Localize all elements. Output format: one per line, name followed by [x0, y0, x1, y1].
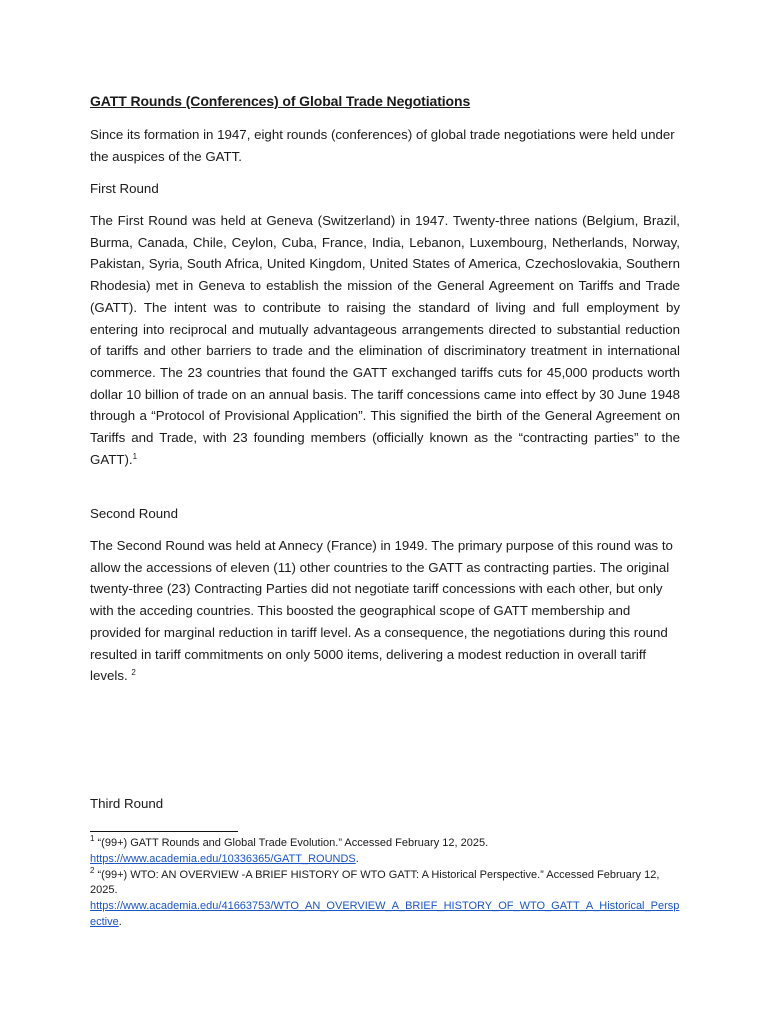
footnote-ref-2[interactable]: 2 — [131, 668, 136, 678]
third-round-heading: Third Round — [90, 796, 164, 811]
footnote-1 — [90, 836, 680, 868]
first-round-heading: First Round — [90, 181, 159, 196]
footnotes — [90, 836, 680, 931]
footnote-text: “(99+) WTO: AN OVERVIEW -A BRIEF HISTORY OF WTO GATT: A Historical Perspective.” Accessed February 12, 2025. — [90, 868, 660, 897]
footnote-number: 1 — [90, 834, 95, 843]
footnote-number: 2 — [90, 865, 95, 875]
first-round-text: The First Round was held at Geneva (Switzerland) in 1947. Twenty-three nations (Belgium, Brazil, Burma, Canada, Chile, Ceylon, Cuba, France, India, Lebanon, Luxembourg, Netherlands, Norway, Pakistan, Syria, South Africa, United Kingdom, United States of America, Czechoslovakia, Southern Rhodesia) met in Geneva to establish the mission of the General Agreement on Tariffs and Trade (GATT). The intent was to contribute to raising the standard of living and full employment by entering into reciprocal and mutually advantageous arrangements directed to substantial reduction of tariffs and other barriers to trade and the elimination of discriminatory treatment in international commerce. The 23 countries that found the GATT exchanged tariffs cuts for 45,000 products worth dollar 10 billion of trade on an annual basis. The tariff concessions came into effect by 30 June 1948 through a “Protocol of Provisional Application”. This signified the birth of the General Agreement on Tariffs and Trade, with 23 founding members (officially known as the “contracting parties” to the GATT). — [90, 213, 680, 467]
document-title: GATT Rounds (Conferences) of Global Trade Negotiations — [90, 93, 471, 109]
second-round-paragraph — [90, 535, 680, 687]
second-round-heading: Second Round — [90, 506, 178, 521]
second-round-text: The Second Round was held at Annecy (France) in 1949. The primary purpose of this round was to allow the accessions of eleven (11) other countries to the GATT as contracting parties. The original twenty-three (23) Contracting Parties did not negotiate tariff concessions with each other, but only with the acceding countries. This boosted the geographical scope of GATT membership and provided for marginal reduction in tariff level. As a consequence, the negotiations during this round resulted in tariff commitments on only 5000 items, delivering a modest reduction in overall tariff levels. — [90, 538, 673, 684]
footnote-link[interactable]: https://www.academia.edu/10336365/GATT_ROUNDS — [90, 852, 356, 865]
intro-paragraph: Since its formation in 1947, eight rounds (conferences) of global trade negotiations were held under the auspices of the GATT. — [90, 127, 675, 164]
footnote-text: “(99+) GATT Rounds and Global Trade Evolution.” Accessed February 12, 2025. — [97, 837, 489, 849]
footnote-separator — [90, 831, 238, 832]
first-round-paragraph — [90, 210, 680, 470]
footnote-2 — [90, 865, 680, 931]
footnote-trail: . — [118, 915, 122, 928]
footnote-ref-1[interactable]: 1 — [132, 451, 138, 461]
footnote-trail: . — [355, 852, 359, 865]
footnote-link[interactable]: https://www.academia.edu/41663753/WTO_AN_OVERVIEW_A_BRIEF_HISTORY_OF_WTO_GATT_A_Historical_Perspective — [90, 900, 680, 928]
